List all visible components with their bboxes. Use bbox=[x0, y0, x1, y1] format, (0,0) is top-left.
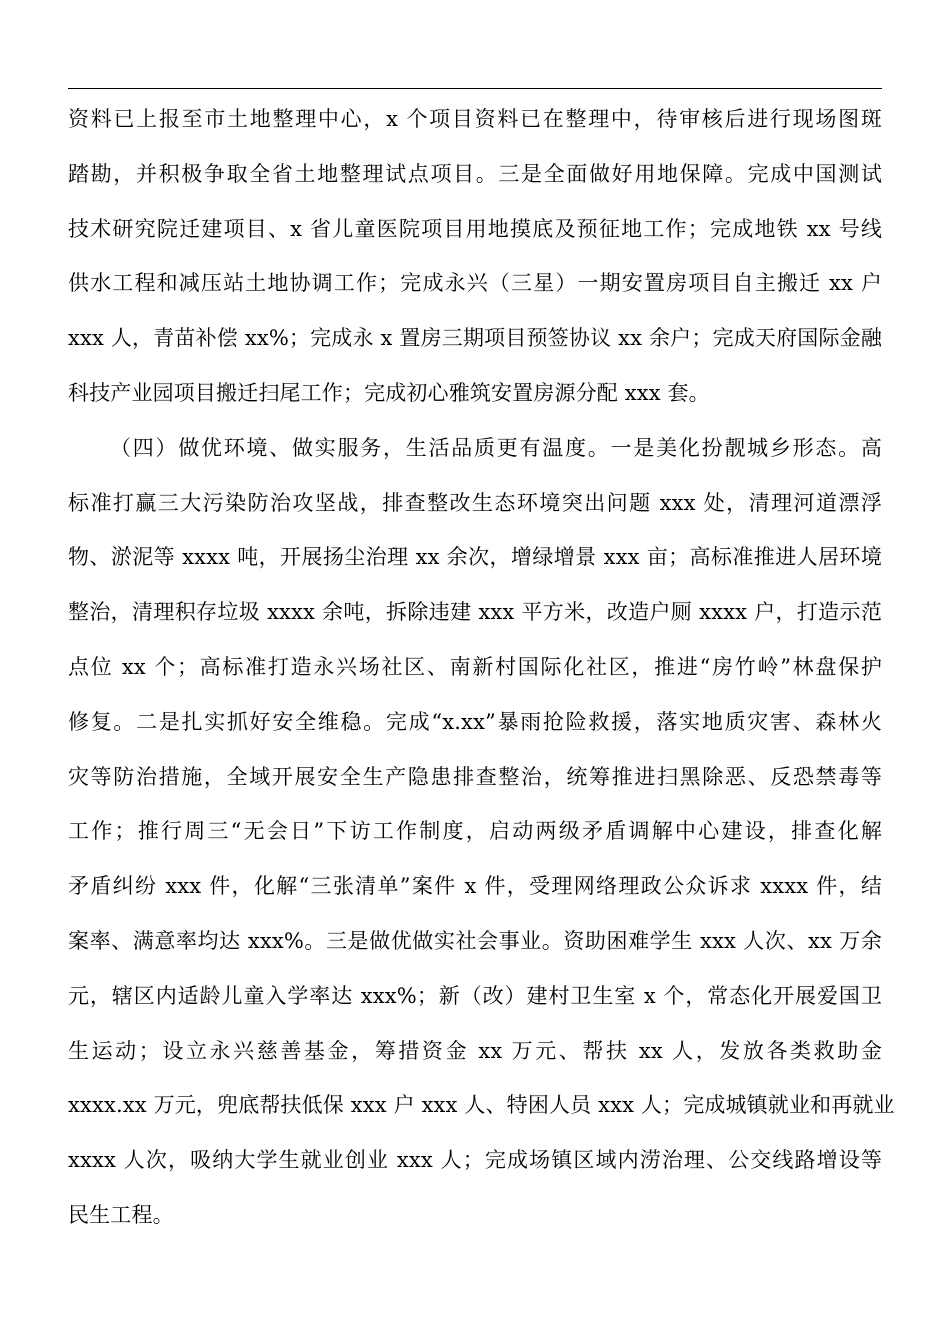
text-line: 技术研究院迁建项目、x 省儿童医院项目用地摸底及预征地工作；完成地铁 xx 号线 bbox=[68, 216, 882, 241]
text-line: xxxx 人次，吸纳大学生就业创业 xxx 人；完成场镇区域内涝治理、公交线路增设等 bbox=[68, 1148, 882, 1173]
text-line: 灾等防治措施，全域开展安全生产隐患排查整治，统筹推进扫黑除恶、反恐禁毒等 bbox=[68, 764, 882, 789]
text-line: 元，辖区内适龄儿童入学率达 xxx%；新（改）建村卫生室 x 个，常态化开展爱国卫 bbox=[68, 983, 882, 1008]
text-line: 物、淤泥等 xxxx 吨，开展扬尘治理 xx 余次，增绿增景 xxx 亩；高标准推进人居环境 bbox=[68, 545, 882, 570]
text-line: 供水工程和减压站土地协调工作；完成永兴（三星）一期安置房项目自主搬迁 xx 户 bbox=[68, 271, 882, 296]
header-rule bbox=[68, 88, 882, 89]
text-line: xxx 人，青苗补偿 xx%；完成永 x 置房三期项目预签协议 xx 余户；完成天府国际金融 bbox=[68, 326, 882, 351]
text-line: 点位 xx 个；高标准打造永兴场社区、南新村国际化社区，推进“房竹岭”林盘保护 bbox=[68, 654, 882, 679]
text-line: 生运动；设立永兴慈善基金，筹措资金 xx 万元、帮扶 xx 人，发放各类救助金 bbox=[68, 1038, 882, 1063]
text-line: 案率、满意率均达 xxx%。三是做优做实社会事业。资助困难学生 xxx 人次、xx 万余 bbox=[68, 928, 882, 953]
text-line: 工作；推行周三“无会日”下访工作制度，启动两级矛盾调解中心建设，排查化解 bbox=[68, 819, 882, 844]
paragraph-environment-services bbox=[68, 421, 895, 1243]
text-line: 标准打赢三大污染防治攻坚战，排查整改生态环境突出问题 xxx 处，清理河道漂浮 bbox=[68, 490, 882, 515]
text-line: 整治，清理积存垃圾 xxxx 余吨，拆除违建 xxx 平方米，改造户厕 xxxx 户，打造示范 bbox=[68, 600, 882, 625]
text-line: （四）做优环境、做实服务，生活品质更有温度。一是美化扮靓城乡形态。高 bbox=[110, 435, 882, 460]
text-line: xxxx.xx 万元，兜底帮扶低保 xxx 户 xxx 人、特困人员 xxx 人；完成城镇就业和再就业 bbox=[68, 1093, 895, 1118]
text-line: 科技产业园项目搬迁扫尾工作；完成初心雅筑安置房源分配 xxx 套。 bbox=[68, 380, 710, 405]
text-line: 踏勘，并积极争取全省土地整理试点项目。三是全面做好用地保障。完成中国测试 bbox=[68, 161, 882, 186]
text-line: 修复。二是扎实抓好安全维稳。完成“x.xx”暴雨抢险救援，落实地质灾害、森林火 bbox=[68, 709, 882, 734]
document-body bbox=[68, 92, 895, 1243]
text-line: 矛盾纠纷 xxx 件，化解“三张清单”案件 x 件，受理网络理政公众诉求 xxxx 件，结 bbox=[68, 874, 882, 899]
paragraph-land-work bbox=[68, 92, 882, 421]
text-line: 民生工程。 bbox=[68, 1202, 174, 1227]
text-line: 资料已上报至市土地整理中心，x 个项目资料已在整理中，待审核后进行现场图斑 bbox=[68, 107, 882, 131]
